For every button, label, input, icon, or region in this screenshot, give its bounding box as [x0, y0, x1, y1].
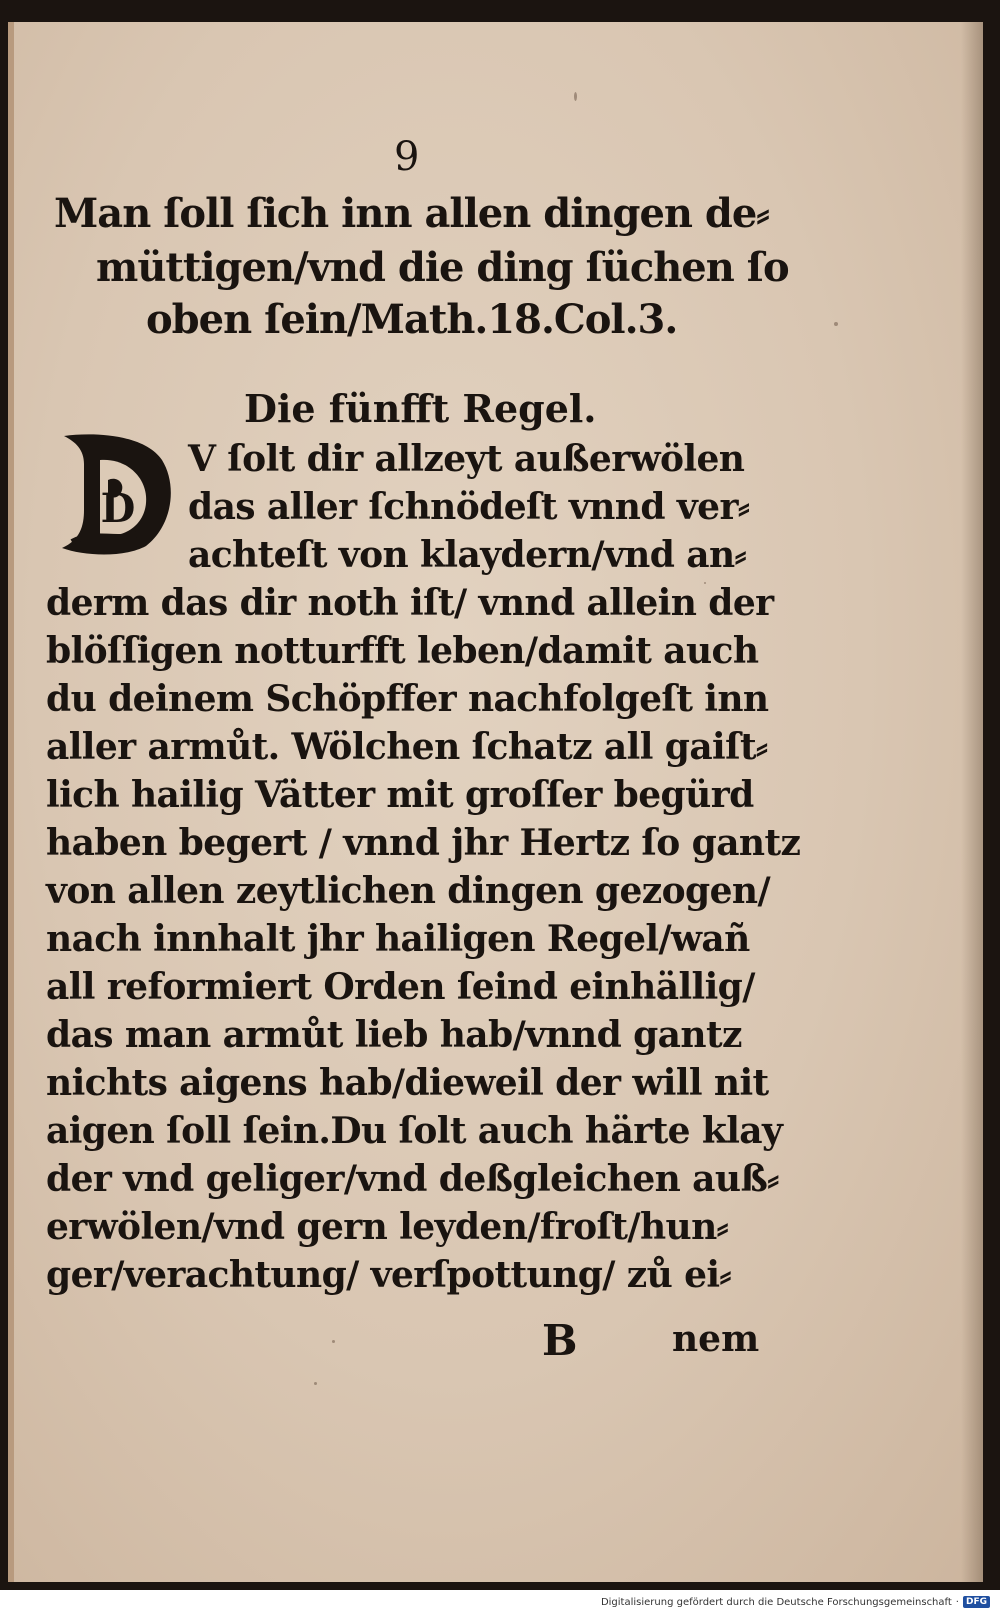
heading-line: oben ſein/Math.18.Col.3.: [146, 296, 678, 343]
initial-letter: D: [100, 485, 136, 532]
page-number: 9: [394, 134, 420, 180]
body-line: nach innhalt jhr hailigen Regel/wañ: [46, 918, 750, 960]
body-line: der vnd geliger/vnd deßgleichen auß⸗: [46, 1158, 779, 1200]
body-line: aller armůt. Wölchen ſchatz all gaiſt⸗: [46, 726, 768, 768]
digitization-footer: Digitalisierung gefördert durch die Deutsche Forschungsgemeinschaft · DFG: [601, 1596, 990, 1608]
rule-title: Die fünfft Regel.: [244, 386, 597, 431]
decorated-initial: [54, 430, 178, 558]
body-line: derm das dir noth iſt/ vnnd allein der: [46, 582, 774, 624]
heading-line: müttigen/vnd die ding ſüchen ſo: [96, 244, 789, 291]
body-line: haben begert / vnnd jhr Hertz ſo gantz: [46, 822, 801, 864]
body-line: von allen zeytlichen dingen gezogen/: [46, 870, 771, 912]
catchword: nem: [672, 1318, 760, 1360]
body-line: lich hailig Vätter mit groſſer begürd: [46, 774, 754, 816]
body-line: du deinem Schöpffer nachfolgeſt inn: [46, 678, 769, 720]
body-line: blöſſigen notturfft leben/damit auch: [46, 630, 759, 672]
body-line: aigen ſoll ſein.Du ſolt auch härte klay: [46, 1110, 783, 1152]
signature-mark: B: [542, 1316, 578, 1365]
book-page: [8, 22, 983, 1582]
body-line: achteſt von klaydern/vnd an⸗: [188, 534, 746, 576]
body-line: das aller ſchnödeſt vnnd ver⸗: [188, 486, 750, 528]
funding-notice: Digitalisierung gefördert durch die Deutsche Forschungsgemeinschaft: [600, 1596, 952, 1608]
page-edge-shadow: [961, 22, 983, 1582]
initial-letter-ornament: [54, 430, 178, 558]
body-line: das man armůt lieb hab/vnnd gantz: [46, 1014, 742, 1056]
heading-line: Man ſoll ſich inn allen dingen de⸗: [54, 190, 769, 237]
body-line: all reformiert Orden ſeind einhällig/: [46, 966, 755, 1008]
body-line: V ſolt dir allzeyt außerwölen: [188, 438, 745, 480]
body-line: erwölen/vnd gern leyden/froſt/hun⸗: [46, 1206, 729, 1248]
dfg-logo: DFG: [963, 1596, 990, 1608]
body-line: ger/verachtung/ verſpottung/ zů ei⸗: [46, 1254, 731, 1296]
body-line: nichts aigens hab/dieweil der will nit: [46, 1062, 769, 1104]
